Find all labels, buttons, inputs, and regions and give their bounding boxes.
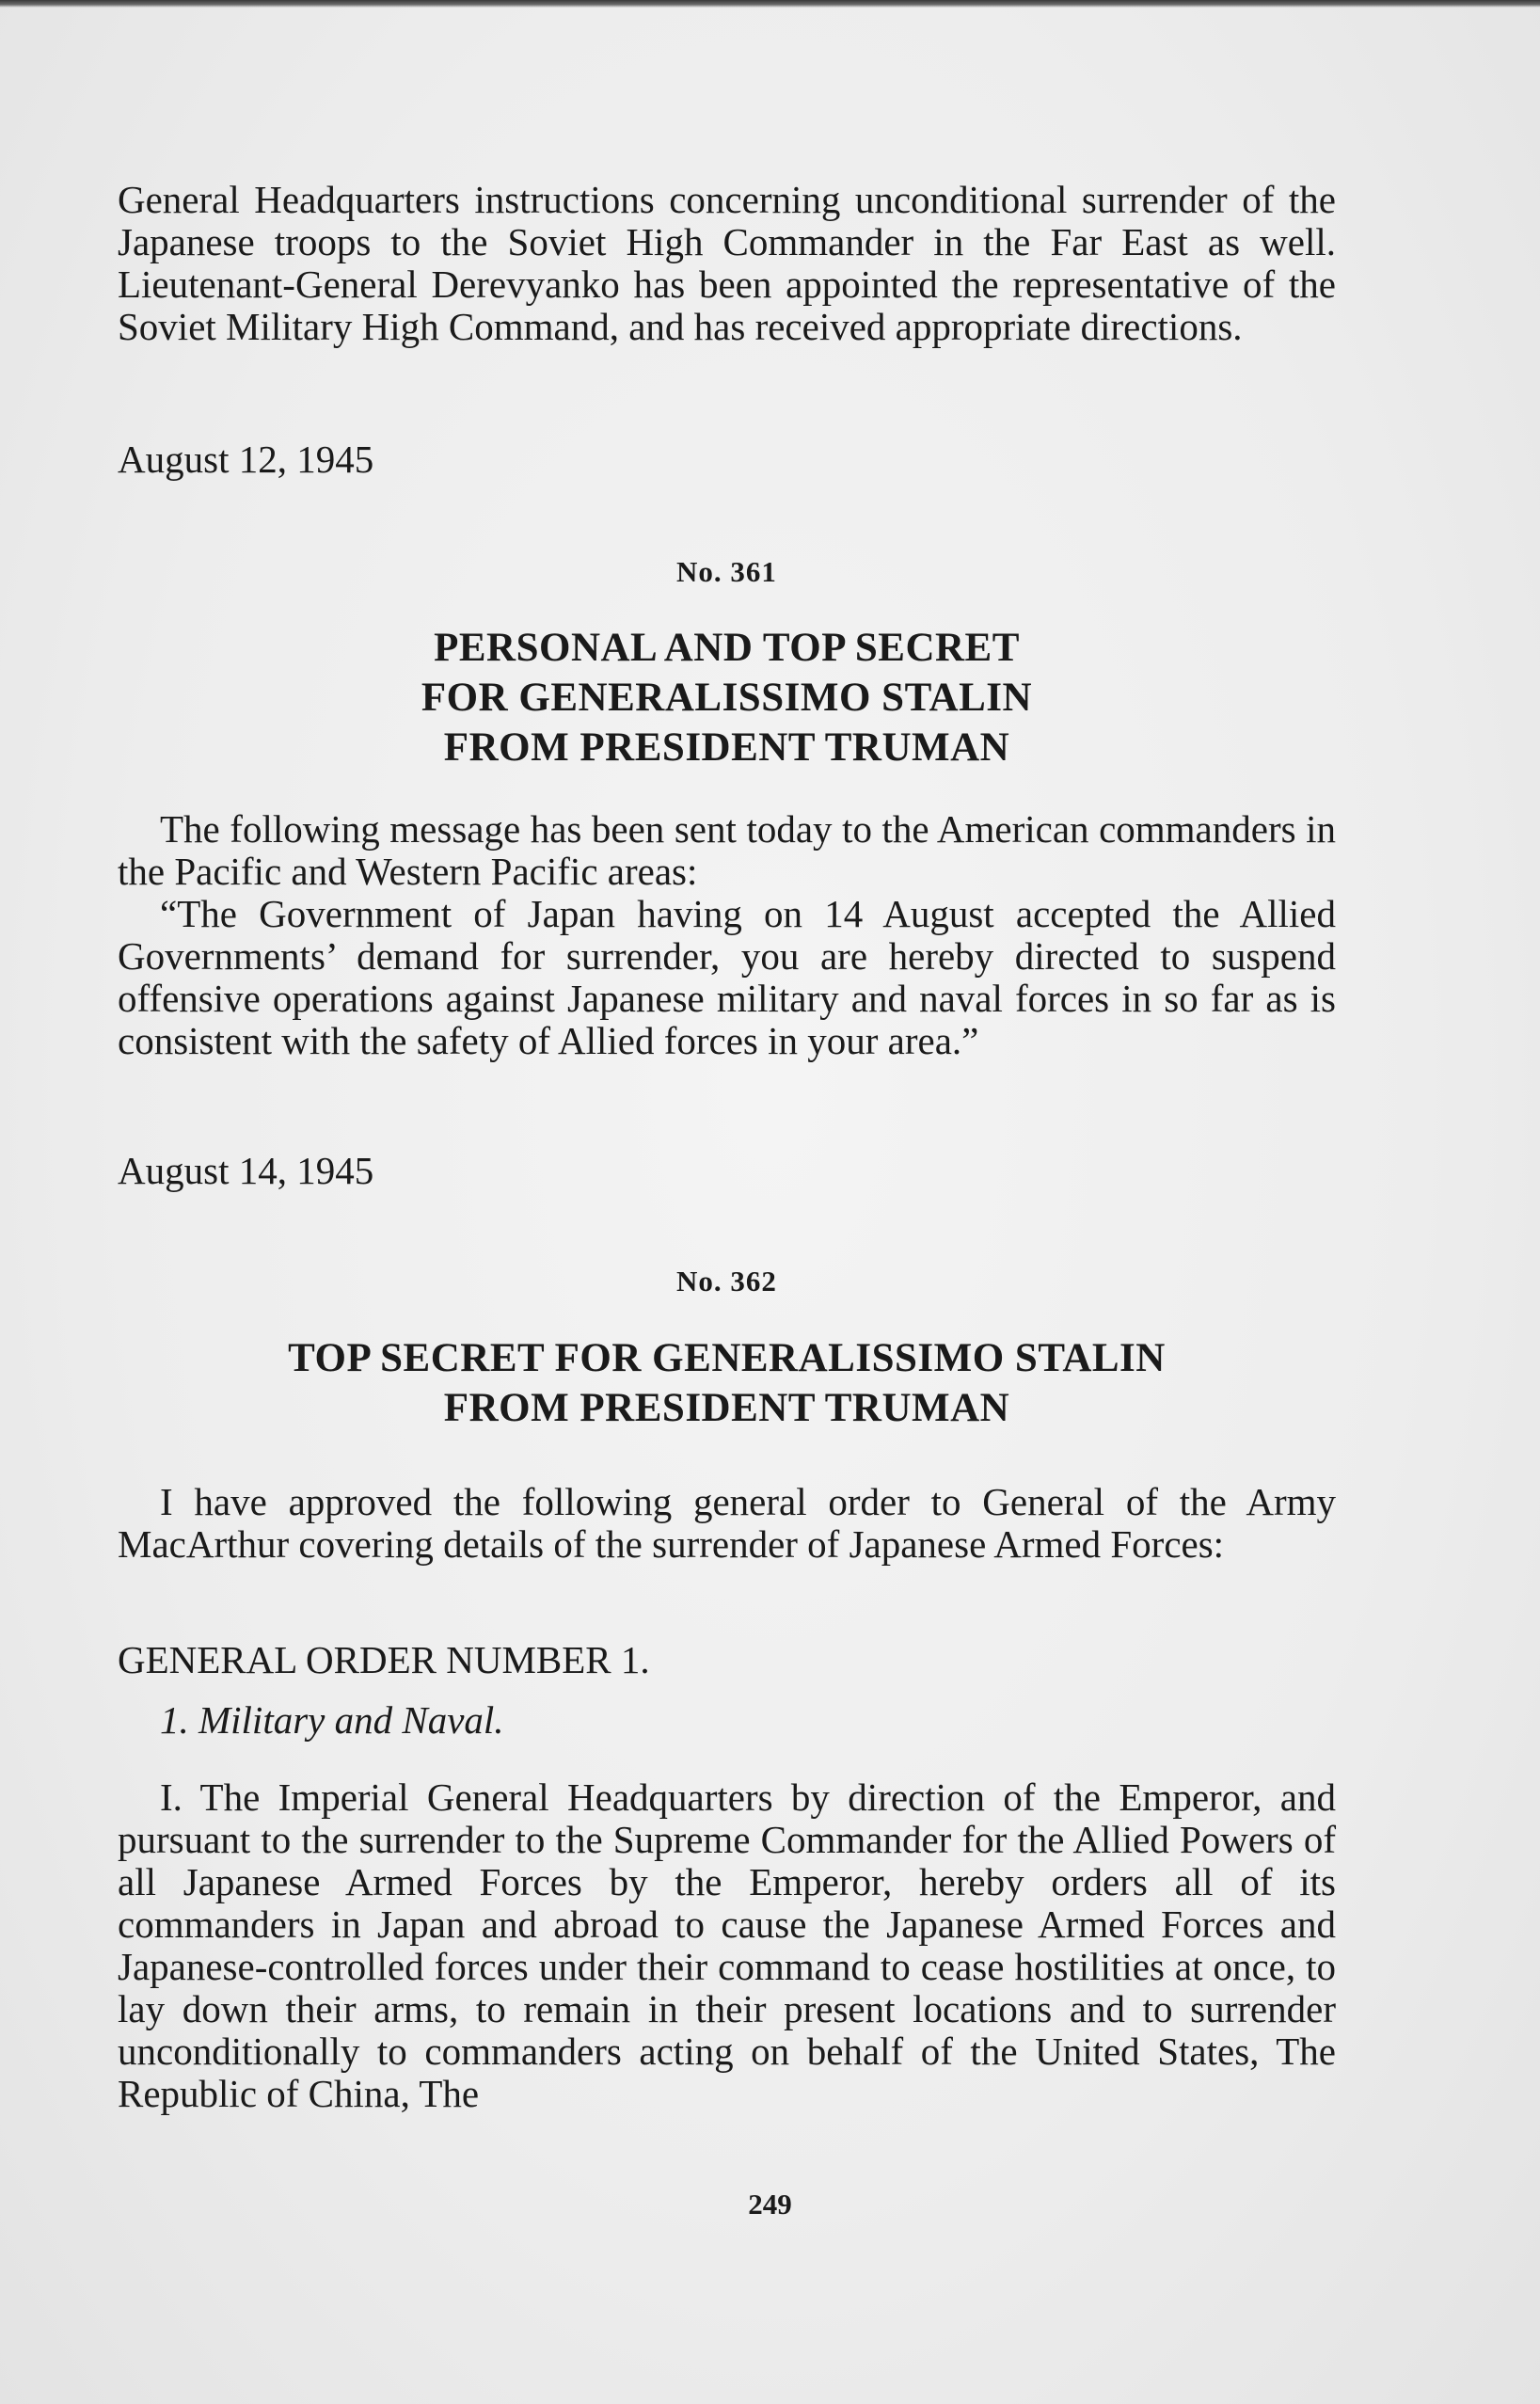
doc-362-heading-line1: TOP SECRET FOR GENERALISSIMO STALIN bbox=[288, 1336, 1166, 1380]
doc-362-intro bbox=[118, 1481, 1336, 1566]
date-block-1 bbox=[118, 438, 1336, 481]
date-block-2 bbox=[118, 1150, 1336, 1192]
doc-362-heading-line2: FROM PRESIDENT TRUMAN bbox=[443, 1386, 1010, 1430]
general-order-title-block bbox=[118, 1639, 1336, 1681]
doc-362 bbox=[118, 1265, 1336, 1298]
doc-361-heading-line1: PERSONAL AND TOP SECRET bbox=[434, 626, 1020, 670]
doc-number-361: No. 361 bbox=[676, 555, 777, 588]
section-label-block bbox=[118, 1699, 1336, 1742]
doc-362-heading bbox=[118, 1333, 1336, 1433]
date-august-14: August 14, 1945 bbox=[118, 1149, 374, 1192]
doc-number-362: No. 362 bbox=[676, 1265, 777, 1298]
general-order-title: GENERAL ORDER NUMBER 1. bbox=[118, 1638, 650, 1681]
opening-paragraph: General Headquarters instructions concerning unconditional surrender of the Japanese troops to the Soviet High Commander in the Far East as well. Lieutenant-General Derevyanko has been appointed the representative of the Soviet Military High Command, and has received appropriate directions. bbox=[118, 178, 1336, 348]
doc-361-heading-line3: FROM PRESIDENT TRUMAN bbox=[443, 725, 1010, 770]
doc-362-paragraph-1: I have approved the following general order to General of the Army MacArthur covering details of the surrender of Japanese Armed Forces: bbox=[118, 1480, 1336, 1566]
opening-paragraph-block bbox=[118, 179, 1336, 348]
doc-361-body bbox=[118, 808, 1336, 1062]
page-number: 249 bbox=[748, 2188, 792, 2221]
doc-362-order-body bbox=[118, 1776, 1336, 2115]
doc-361-heading-line2: FOR GENERALISSIMO STALIN bbox=[421, 676, 1033, 720]
doc-361 bbox=[118, 555, 1336, 589]
doc-361-paragraph-1: The following message has been sent today to the American commanders in the Pacific and Western Pacific areas: bbox=[118, 807, 1336, 893]
doc-361-paragraph-2: “The Government of Japan having on 14 August accepted the Allied Governments’ demand for surrender, you are hereby directed to suspend offensive operations against Japanese military and naval forces in so far as is consistent with the safety of Allied forces in your area.” bbox=[118, 892, 1336, 1062]
page-top-edge bbox=[0, 0, 1540, 8]
section-military-naval: 1. Military and Naval. bbox=[160, 1698, 504, 1742]
doc-361-heading bbox=[118, 623, 1336, 772]
date-august-12: August 12, 1945 bbox=[118, 438, 374, 481]
doc-362-paragraph-2: I. The Imperial General Headquarters by direction of the Emperor, and pursuant to the surrender to the Supreme Commander for the Allied Powers of all Japanese Armed Forces by the Emperor, hereby orders all of its commanders in Japan and abroad to cause the Japanese Armed Forces and Japanese-controlled forces under their command to cease hostilities at once, to lay down their arms, to remain in their present locations and to surrender unconditionally to commanders acting on behalf of the United States, The Republic of China, The bbox=[118, 1775, 1336, 2115]
